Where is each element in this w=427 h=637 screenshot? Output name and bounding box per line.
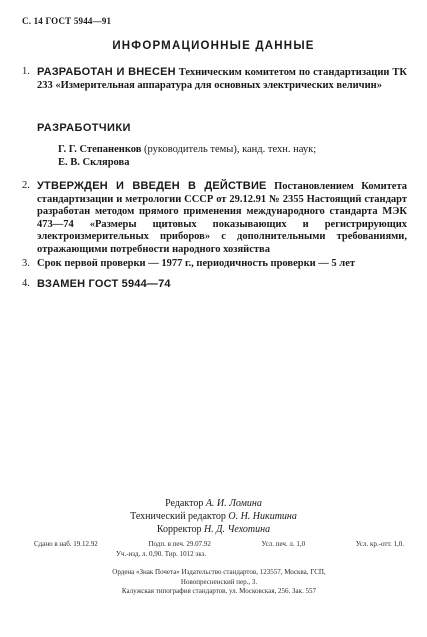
info-item-1 <box>22 66 407 92</box>
item-text: Техническим комитетом по стандартизации ТК 233 «Измерительная аппаратура для основных электрических величин» <box>37 67 408 91</box>
item-heading: РАЗРАБОТАН И ВНЕСЕН <box>37 66 176 78</box>
item-number: 3. <box>22 258 30 269</box>
imprint-typeset: Сдано в наб. 19.12.92 <box>34 540 98 548</box>
item-number: 4. <box>22 278 30 289</box>
proofreader-label: Корректор <box>156 524 202 535</box>
developer-1 <box>58 144 408 157</box>
developer-name: Г. Г. Степаненков <box>58 144 142 155</box>
item-number: 1. <box>22 66 30 77</box>
imprint-line-2: Уч.-изд. л. 0,90. Тир. 1012 экз. <box>116 549 207 558</box>
imprint-signed: Подп. в печ. 29.07.92 <box>148 540 211 548</box>
info-item-2 <box>22 180 407 257</box>
info-item-4 <box>22 278 407 292</box>
proofreader-line <box>0 523 427 536</box>
item-heading: УТВЕРЖДЕН И ВВЕДЕН В ДЕЙСТВИЕ <box>37 180 267 192</box>
developer-name: Е. В. Склярова <box>58 157 130 168</box>
editor-name: А. И. Ломина <box>205 498 262 509</box>
imprint-printer: Калужская типография стандартов, ул. Московская, 256. Зак. 557 <box>121 587 317 595</box>
info-item-3 <box>22 258 407 271</box>
editor-label: Редактор <box>165 498 204 509</box>
developer-role: (руководитель темы), канд. техн. наук; <box>144 144 317 155</box>
tech-editor-label: Технический редактор <box>130 511 226 522</box>
imprint-block <box>34 540 404 597</box>
item-number: 2. <box>22 180 30 191</box>
imprint-publisher: Ордена «Знак Почета» Издательство стандартов, 123557, Москва, ГСП, <box>112 568 326 576</box>
proofreader-name: Н. Д. Чехотина <box>203 524 271 535</box>
imprint-color-prints: Усл. кр.-отт. 1,0. <box>355 540 404 548</box>
developer-2 <box>58 157 408 170</box>
editor-line <box>0 497 427 510</box>
page-title: ИНФОРМАЦИОННЫЕ ДАННЫЕ <box>112 40 315 52</box>
item-text: Срок первой проверки — 1977 г., периодичность проверки — 5 лет <box>37 258 356 269</box>
imprint-print-sheets: Усл. печ. л. 1,0 <box>261 540 306 548</box>
item-heading: ВЗАМЕН ГОСТ 5944—74 <box>37 278 171 290</box>
developers-heading: РАЗРАБОТЧИКИ <box>37 122 131 134</box>
page-header: С. 14 ГОСТ 5944—91 <box>22 16 112 26</box>
editors-block <box>0 497 427 536</box>
imprint-line-1 <box>34 540 404 550</box>
item-text: Постановлением Комитета стандартизации и метрологии СССР от 29.12.91 № 2355 Настоящий стандарт разработан методом прямого применения международного стандарта МЭК 473—74 «Размеры щитовых показывающих и регистрирующих электроизмерительных приборов» с дополнительными требованиями, отражающими потребности народного хозяйства <box>37 181 407 255</box>
imprint-address: Новопресненский пер., 3. <box>180 577 258 586</box>
tech-editor-name: О. Н. Никитина <box>228 511 297 522</box>
tech-editor-line <box>0 510 427 523</box>
